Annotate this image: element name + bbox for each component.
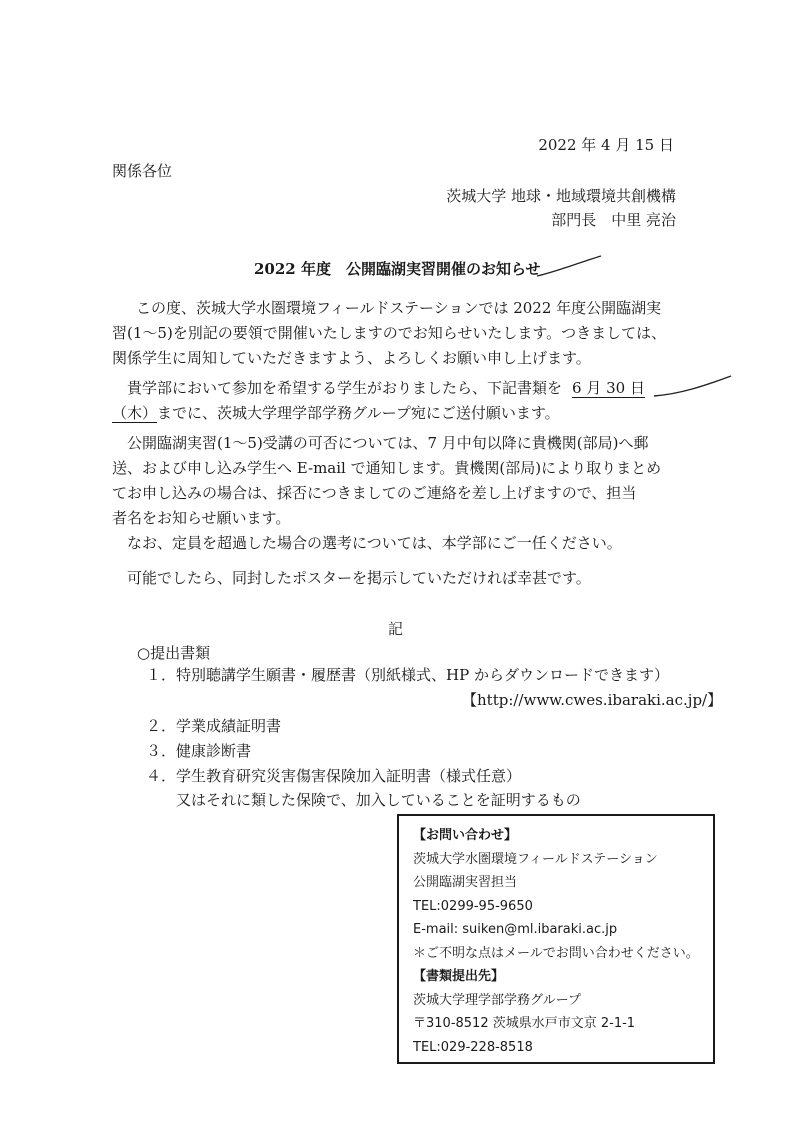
document-item-1: １．特別聴講学生願書・履歴書（別紙様式、HP からダウンロードできます） (146, 666, 669, 684)
paragraph-1-line-3: 関係学生に周知していただきますよう、よろしくお願い申し上げます。 (112, 349, 591, 367)
contact-department: 公開臨湖実習担当 (413, 875, 518, 890)
contact-organization: 茨城大学水圏環境フィールドステーション (413, 851, 658, 867)
contact-email: E-mail: suiken@ml.ibaraki.ac.jp (413, 922, 618, 937)
submission-phone: TEL:029-228-8518 (413, 1039, 533, 1055)
paragraph-3-line-2: 送、および申し込み学生へ E-mail で通知します。貴機関(部局)により取りまとめ (112, 459, 662, 477)
paragraph-3-line-4: 者名をお知らせ願います。 (112, 509, 291, 527)
paragraph-2-suffix: までに、茨城大学理学部学務グループ宛にご送付願います。 (157, 404, 560, 422)
submission-organization: 茨城大学理学部学務グループ (413, 992, 581, 1008)
title-pen-stroke (535, 252, 605, 282)
sender-organization: 茨城大学 地球・地域環境共創機構 (446, 187, 676, 205)
contact-note: ＊ご不明な点はメールでお問い合わせください。 (413, 945, 699, 961)
paragraph-4: なお、定員を超過した場合の選考については、本学部にご一任ください。 (127, 534, 622, 552)
submission-address: 〒310-8512 茨城県水戸市文京 2-1-1 (413, 1016, 636, 1031)
download-url: 【http://www.cwes.ibaraki.ac.jp/】 (462, 691, 723, 709)
document-title: 2022 年度 公開臨湖実習開催のお知らせ (254, 260, 541, 278)
documents-heading: ○提出書類 (137, 644, 211, 662)
paragraph-2-prefix: 貴学部において参加を希望する学生がおりましたら、下記書類を (127, 379, 563, 397)
paragraph-1-line-1: この度、茨城大学水圏環境フィールドステーションでは 2022 年度公開臨湖実 (136, 299, 662, 317)
deadline-pen-stroke (652, 372, 734, 402)
document-item-4-note: 又はそれに類した保険で、加入していることを証明するもの (176, 791, 581, 809)
deadline-weekday: （木） (112, 404, 158, 422)
paragraph-5: 可能でしたら、同封したポスターを掲示していただければ幸甚です。 (127, 569, 591, 587)
paragraph-3-line-3: てお申し込みの場合は、採否につきましてのご連絡を差し上げますので、担当 (112, 484, 637, 502)
document-item-2: ２．学業成績証明書 (146, 717, 282, 735)
document-item-3: ３．健康診断書 (146, 742, 252, 760)
ki-heading: 記 (388, 620, 404, 638)
document-item-4: ４．学生教育研究災害傷害保険加入証明書（様式任意） (146, 767, 522, 785)
contact-box (397, 814, 715, 1064)
sender-name: 部門長 中里 亮治 (551, 211, 676, 229)
deadline-date: 6 月 30 日 (572, 379, 645, 397)
paragraph-2-line-1 (127, 376, 645, 401)
paragraph-1-line-2: 習(1～5)を別記の要領で開催いたしますのでお知らせいたします。つきましては、 (112, 324, 667, 342)
addressee: 関係各位 (112, 162, 173, 180)
paragraph-2-line-2 (112, 401, 560, 426)
issue-date: 2022 年 4 月 15 日 (538, 136, 674, 154)
contact-heading: 【お問い合わせ】 (413, 828, 518, 843)
submission-heading: 【書類提出先】 (413, 969, 505, 984)
paragraph-3-line-1: 公開臨湖実習(1～5)受講の可否については、7 月中旬以降に貴機関(部局)へ郵 (127, 434, 649, 452)
contact-phone: TEL:0299-95-9650 (413, 898, 533, 914)
